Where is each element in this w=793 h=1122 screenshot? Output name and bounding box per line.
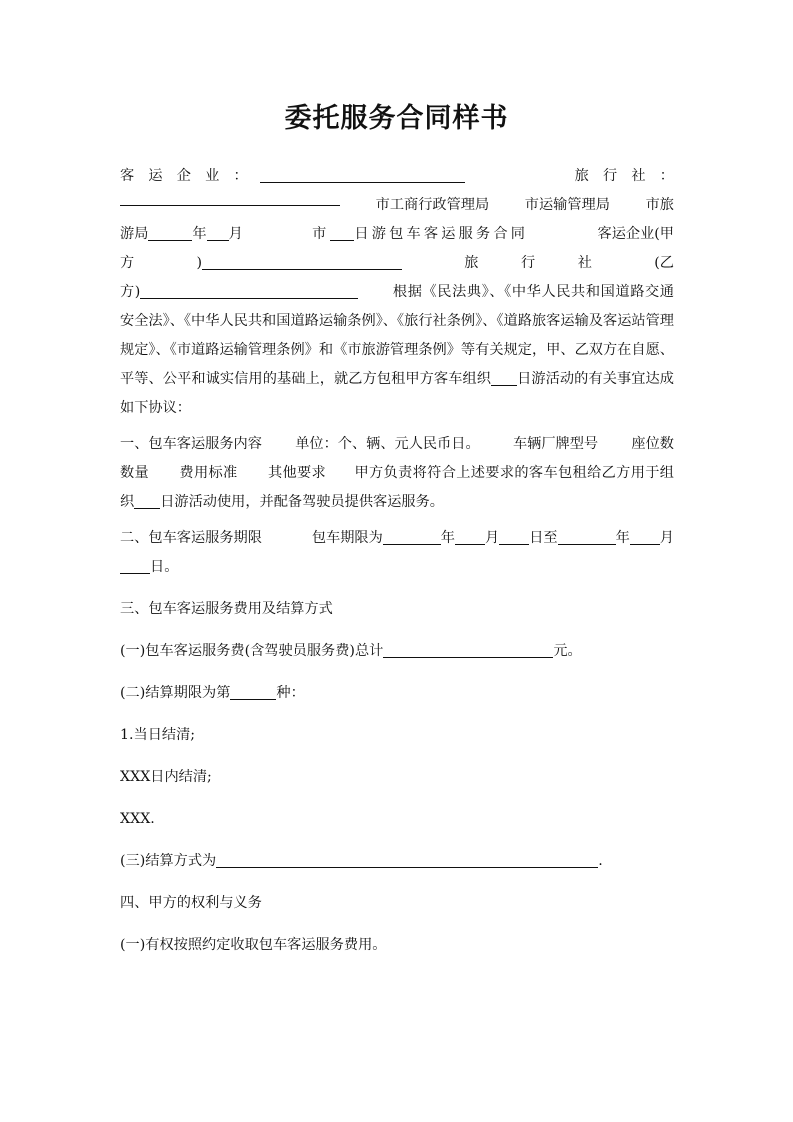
end-year-label: 年	[615, 530, 630, 546]
section-1-heading: 一、包车客运服务内容	[120, 436, 262, 452]
fee-line	[120, 637, 674, 666]
authority-3-cont: 游局	[120, 226, 149, 242]
city-label: 市	[312, 226, 327, 242]
option-1: 1.当日结清;	[120, 727, 196, 743]
section-2-heading: 二、包车客运服务期限	[120, 530, 262, 546]
section-2-line	[120, 524, 674, 553]
start-year-label: 年	[440, 530, 455, 546]
start-day-blank	[499, 530, 529, 545]
option-3: XXX.	[120, 811, 155, 827]
fee-blank	[383, 643, 553, 658]
client-name-blank	[260, 168, 465, 183]
method-blank	[216, 853, 598, 868]
start-year-blank	[383, 530, 441, 545]
document-body	[120, 162, 674, 960]
kind-label: 种：	[276, 685, 305, 701]
period-label: 包车期限为	[311, 530, 383, 546]
authority-3: 市旅	[645, 197, 674, 213]
section-2	[120, 524, 674, 582]
start-month-label: 月	[485, 530, 500, 546]
column-other-requirements: 其他要求	[267, 465, 327, 481]
section-1-line-1	[120, 430, 674, 459]
column-fee-standard: 费用标准	[179, 465, 238, 481]
party-line	[120, 249, 674, 278]
law-basis-text	[120, 278, 674, 423]
party-a-close: )	[196, 255, 203, 271]
contract-name: 日游包车客运服务合同	[354, 226, 529, 242]
section-1-text	[120, 459, 674, 517]
month-label: 月	[228, 226, 243, 242]
party-a-label: 客运企业(甲	[597, 226, 674, 242]
contract-parties-paragraph	[120, 162, 674, 423]
party-b-close: 方)	[120, 284, 141, 300]
term-blank	[230, 685, 276, 700]
method-end: .	[598, 853, 603, 869]
start-day-label: 日至	[529, 530, 558, 546]
client-label: 客 运 企 业 ：	[120, 168, 248, 184]
column-seats: 座位数	[631, 436, 674, 452]
section-3-heading: 三、包车客运服务费用及结算方式	[120, 601, 333, 617]
section-2-line-2	[120, 553, 674, 582]
city-blank	[330, 226, 354, 241]
month-blank	[207, 226, 229, 241]
end-month-blank	[630, 530, 660, 545]
end-day-label: 日。	[150, 559, 179, 575]
agency-name-blank	[120, 191, 340, 206]
end-day-blank	[120, 559, 150, 574]
column-vehicle-model: 车辆厂牌型号	[512, 436, 599, 452]
party-b-open: (乙	[654, 255, 674, 271]
section-1-text-2: 日游活动使用，并配备驾驶员提供客运服务。	[160, 494, 444, 510]
year-blank	[148, 226, 192, 241]
party-a-fang: 方	[120, 255, 135, 271]
year-label: 年	[192, 226, 207, 242]
page-title: 委托服务合同样书	[284, 103, 509, 134]
term-line	[120, 679, 674, 708]
term-label: (二)结算期限为第	[120, 685, 231, 701]
authority-1: 市工商行政管理局	[375, 197, 490, 213]
section-1-units: 单位：个、辆、元人民币日。	[295, 436, 480, 452]
contract-name-line	[120, 220, 674, 249]
end-month-label: 月	[659, 530, 674, 546]
party-a-blank	[202, 255, 402, 270]
parties-line	[120, 162, 674, 191]
activity-days-blank	[134, 494, 160, 509]
option-2: XXX日内结清;	[120, 769, 212, 785]
law-tail: 日游活动的有关事宜达成如下协议：	[120, 371, 674, 416]
agency-label-2: 旅 行 社	[464, 255, 592, 271]
authority-line	[120, 191, 674, 220]
trip-days-blank	[491, 371, 517, 386]
yuan-label: 元。	[553, 643, 582, 659]
section-1	[120, 430, 674, 517]
section-4-heading: 四、甲方的权利与义务	[120, 895, 262, 911]
section-4-right-1: (一)有权按照约定收取包车客运服务费用。	[120, 937, 387, 953]
end-year-blank	[558, 530, 616, 545]
authority-2: 市运输管理局	[524, 197, 610, 213]
method-label: (三)结算方式为	[120, 853, 217, 869]
agency-label: 旅 行 社 ：	[574, 168, 674, 184]
start-month-blank	[455, 530, 485, 545]
law-intro: 根据《民法典》、《中华人民共和国道路交通安全法》、《中华人民共和国道路运输条例》、《旅行社条例》、《道路旅客运输及客运站管理规定》、《市道路运输管理条例》和《市旅游管理条例》等有关规定，甲、乙双方在自愿、平等、公平和诚实信用的基础上，就乙方包租甲方客车组织	[120, 284, 674, 387]
section-1-text-1: 甲方负责将符合上述要求的客车包租给乙方用于组织	[120, 465, 674, 510]
party-b-blank	[140, 284, 358, 299]
fee-label: (一)包车客运服务费(含驾驶员服务费)总计	[120, 643, 384, 659]
method-line	[120, 847, 674, 876]
column-quantity: 数量	[120, 465, 150, 481]
